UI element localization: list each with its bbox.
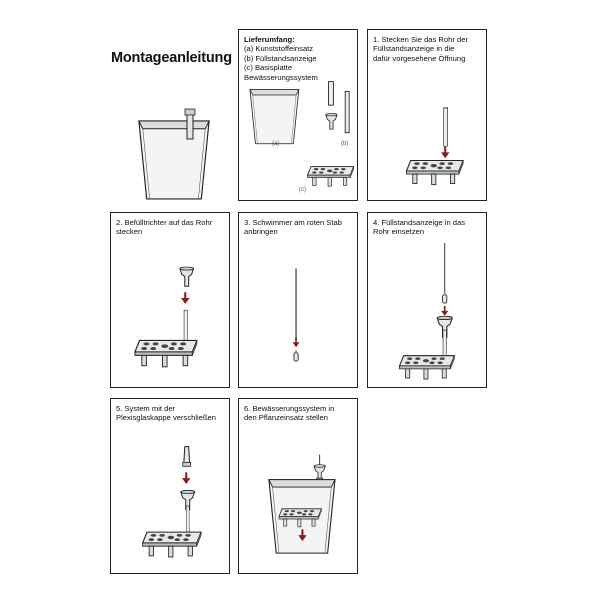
indicator-tube-icon <box>184 310 187 343</box>
step-line: dafür vorgesehene Öffnung <box>373 53 466 63</box>
step-line: 6. Bewässerungssystem in <box>244 404 335 413</box>
step-line: Rohr einsetzen <box>373 227 425 237</box>
step-line: 2. Befülltrichter auf das Rohr <box>116 218 213 227</box>
arrow-down-icon <box>441 146 449 158</box>
base-plate-icon <box>279 509 321 527</box>
delivery-panel <box>238 29 358 201</box>
step-5-panel <box>110 398 230 574</box>
arrow-down-icon <box>293 337 300 347</box>
step-line: 3. Schwimmer am roten Stab <box>244 218 342 227</box>
base-plate-icon <box>135 340 197 366</box>
step-line: stecken <box>116 227 143 237</box>
step-4-panel <box>367 212 487 388</box>
step-line: 1. Stecken Sie das Rohr der <box>373 35 468 44</box>
step-2-panel <box>110 212 230 388</box>
step-line: den Pflanzeinsatz stellen <box>244 413 329 423</box>
step-line: 4. Füllstandsanzeige in das <box>373 218 466 227</box>
funnel-icon <box>180 267 194 286</box>
planter-icon <box>250 90 299 144</box>
delivery-item: (b) Füllstandsanzeige <box>244 53 317 63</box>
step-line: Plexisglaskappe verschließen <box>116 413 217 423</box>
base-plate-icon <box>143 532 201 557</box>
delivery-item: (c) Basisplatte <box>244 63 293 73</box>
float-icon <box>294 350 298 361</box>
indicator-tube-icon <box>444 107 448 146</box>
label-a: (a) <box>272 141 280 147</box>
step-3-panel <box>238 212 358 388</box>
base-plate-icon <box>400 356 455 379</box>
base-plate-icon <box>406 160 463 184</box>
step-line: anbringen <box>244 227 278 237</box>
delivery-item: (a) Kunststoffeinsatz <box>244 44 314 54</box>
step-line: Füllstandsanzeige in die <box>373 44 455 54</box>
base-plate-icon <box>308 167 354 187</box>
label-c: (c) <box>299 187 306 193</box>
delivery-item: Bewässerungssystem <box>244 72 318 82</box>
indicator-tube-icon <box>326 82 349 133</box>
planter-icon <box>130 105 220 205</box>
indicator-tube-icon <box>186 506 189 536</box>
arrow-down-icon <box>441 306 448 316</box>
cap-icon <box>183 447 191 467</box>
step-1-panel <box>367 29 487 201</box>
step-line: 5. System mit der <box>116 404 176 413</box>
page-title: Montageanleitung <box>111 50 232 66</box>
float-icon <box>443 292 447 303</box>
step-6-panel <box>238 398 358 574</box>
arrow-down-icon <box>181 292 189 304</box>
delivery-heading: Lieferumfang: <box>244 35 295 44</box>
arrow-down-icon <box>182 472 190 484</box>
label-b: (b) <box>341 141 349 147</box>
